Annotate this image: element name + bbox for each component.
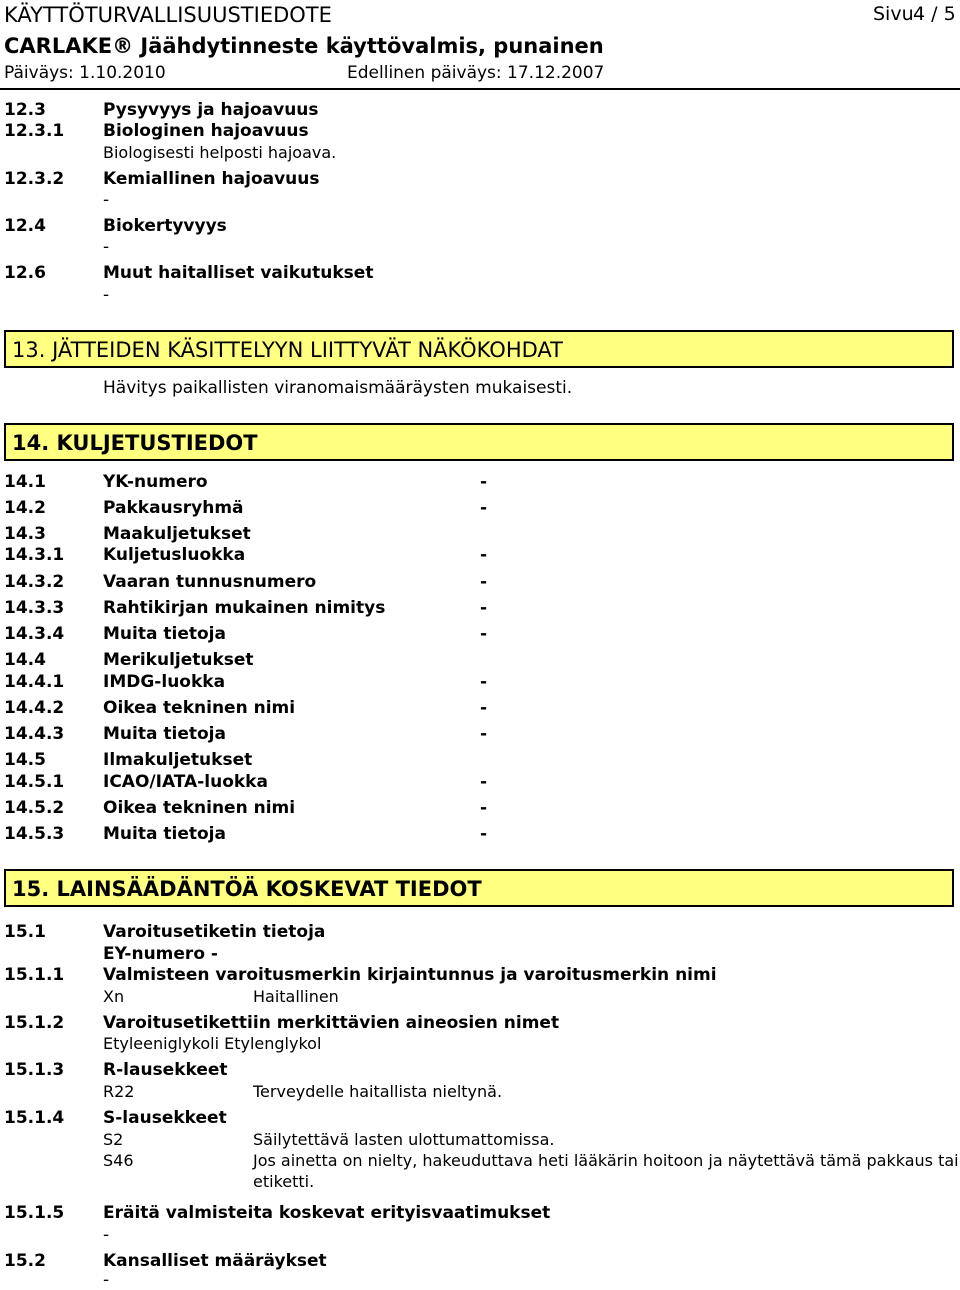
- row-value: -: [480, 498, 488, 518]
- section-number: 15.1.1: [4, 965, 65, 985]
- row-value: -: [480, 572, 488, 592]
- hazard-symbol-code: Xn: [103, 987, 125, 1006]
- row-number: 14.3.2: [4, 572, 65, 592]
- row-number: 14.1: [4, 472, 46, 492]
- row-number: 14.3.3: [4, 598, 65, 618]
- row-value: -: [480, 624, 488, 644]
- row-value: -: [480, 698, 488, 718]
- section-title: Varoitusetiketin tietoja: [103, 922, 326, 942]
- row-value: -: [480, 545, 488, 565]
- section-title: Pysyvyys ja hajoavuus: [103, 100, 319, 120]
- page-label: Sivu: [873, 3, 914, 25]
- section-title: Biologinen hajoavuus: [103, 121, 309, 141]
- previous-date: Edellinen päiväys: 17.12.2007: [347, 63, 605, 83]
- section-title: Valmisteen varoitusmerkin kirjaintunnus ja varoitusmerkin nimi: [103, 965, 717, 985]
- row-value: -: [480, 824, 488, 844]
- section-14-heading-band: [4, 423, 954, 461]
- section-number: 15.1.2: [4, 1013, 65, 1033]
- section-text: Etyleeniglykoli Etylenglykol: [103, 1034, 322, 1053]
- row-label: Pakkausryhmä: [103, 498, 244, 518]
- row-number: 14.3.1: [4, 545, 65, 565]
- row-number: 14.4.3: [4, 724, 65, 744]
- row-label: Oikea tekninen nimi: [103, 798, 296, 818]
- row-label: Muita tietoja: [103, 624, 226, 644]
- row-label: Oikea tekninen nimi: [103, 698, 296, 718]
- section-number: 12.6: [4, 263, 46, 283]
- section-number: 12.3.2: [4, 169, 65, 189]
- hazard-symbol-name: Haitallinen: [253, 987, 339, 1006]
- safety-phrase-text-continued: etiketti.: [253, 1172, 315, 1191]
- row-number: 14.3.4: [4, 624, 65, 644]
- section-title: Varoitusetikettiin merkittävien aineosien nimet: [103, 1013, 560, 1033]
- section-text: -: [103, 190, 110, 210]
- row-number: 14.5.2: [4, 798, 65, 818]
- row-label: Rahtikirjan mukainen nimitys: [103, 598, 386, 618]
- section-text: -: [103, 237, 110, 257]
- section-text: -: [103, 1225, 110, 1245]
- section-number: 12.3: [4, 100, 46, 120]
- section-heading: 13. JÄTTEIDEN KÄSITTELYYN LIITTYVÄT NÄKÖKOHDAT: [12, 338, 563, 362]
- row-number: 14.5.3: [4, 824, 65, 844]
- issue-date: Päiväys: 1.10.2010: [4, 63, 166, 83]
- section-15-heading-band: [4, 869, 954, 907]
- header-divider: [0, 88, 960, 90]
- row-number: 14.5: [4, 750, 46, 770]
- row-value: -: [480, 724, 488, 744]
- section-heading: 15. LAINSÄÄDÄNTÖÄ KOSKEVAT TIEDOT: [12, 877, 482, 901]
- row-label: Ilmakuljetukset: [103, 750, 253, 770]
- section-number: 12.4: [4, 216, 46, 236]
- section-title: Eräitä valmisteita koskevat erityisvaatimukset: [103, 1203, 551, 1223]
- row-number: 14.4.1: [4, 672, 65, 692]
- section-number: 15.2: [4, 1251, 46, 1271]
- document-type-title: KÄYTTÖTURVALLISUUSTIEDOTE: [4, 3, 332, 27]
- row-label: IMDG-luokka: [103, 672, 226, 692]
- section-text: Biologisesti helposti hajoava.: [103, 143, 337, 162]
- row-label: Vaaran tunnusnumero: [103, 572, 317, 592]
- section-title: Muut haitalliset vaikutukset: [103, 263, 374, 283]
- row-value: -: [480, 672, 488, 692]
- section-heading: 14. KULJETUSTIEDOT: [12, 431, 258, 455]
- product-name: CARLAKE® Jäähdytinneste käyttövalmis, punainen: [4, 34, 604, 58]
- section-13-heading-band: [4, 330, 954, 368]
- section-number: 12.3.1: [4, 121, 65, 141]
- section-number: 15.1: [4, 922, 46, 942]
- safety-phrase-text: Jos ainetta on nielty, hakeuduttava heti lääkärin hoitoon ja näytettävä tämä pakkaus tai: [253, 1151, 959, 1170]
- row-number: 14.5.1: [4, 772, 65, 792]
- row-label: YK-numero: [103, 472, 208, 492]
- section-title: Kemiallinen hajoavuus: [103, 169, 320, 189]
- risk-phrase-text: Terveydelle haitallista nieltynä.: [253, 1082, 503, 1101]
- safety-phrase-code: S2: [103, 1130, 124, 1149]
- section-number: 15.1.3: [4, 1060, 65, 1080]
- section-text: -: [103, 1270, 110, 1290]
- section-title: Biokertyvyys: [103, 216, 227, 236]
- row-label: Kuljetusluokka: [103, 545, 246, 565]
- row-number: 14.3: [4, 524, 46, 544]
- row-number: 14.4.2: [4, 698, 65, 718]
- page-number: 4 / 5: [913, 3, 956, 25]
- row-label: ICAO/IATA-luokka: [103, 772, 268, 792]
- section-number: 15.1.4: [4, 1108, 65, 1128]
- safety-phrase-code: S46: [103, 1151, 134, 1170]
- row-label: Maakuljetukset: [103, 524, 251, 544]
- row-value: -: [480, 772, 488, 792]
- row-value: -: [480, 798, 488, 818]
- section-title: Kansalliset määräykset: [103, 1251, 327, 1271]
- row-label: Muita tietoja: [103, 724, 226, 744]
- row-number: 14.4: [4, 650, 46, 670]
- section-number: 15.1.5: [4, 1203, 65, 1223]
- risk-phrase-code: R22: [103, 1082, 135, 1101]
- safety-phrase-text: Säilytettävä lasten ulottumattomissa.: [253, 1130, 555, 1149]
- ec-number: EY-numero -: [103, 944, 218, 964]
- row-number: 14.2: [4, 498, 46, 518]
- section-title: R-lausekkeet: [103, 1060, 228, 1080]
- row-value: -: [480, 598, 488, 618]
- row-label: Muita tietoja: [103, 824, 226, 844]
- section-title: S-lausekkeet: [103, 1108, 227, 1128]
- row-value: -: [480, 472, 488, 492]
- section-text: Hävitys paikallisten viranomaismääräysten mukaisesti.: [103, 378, 573, 398]
- section-text: -: [103, 285, 110, 305]
- row-label: Merikuljetukset: [103, 650, 254, 670]
